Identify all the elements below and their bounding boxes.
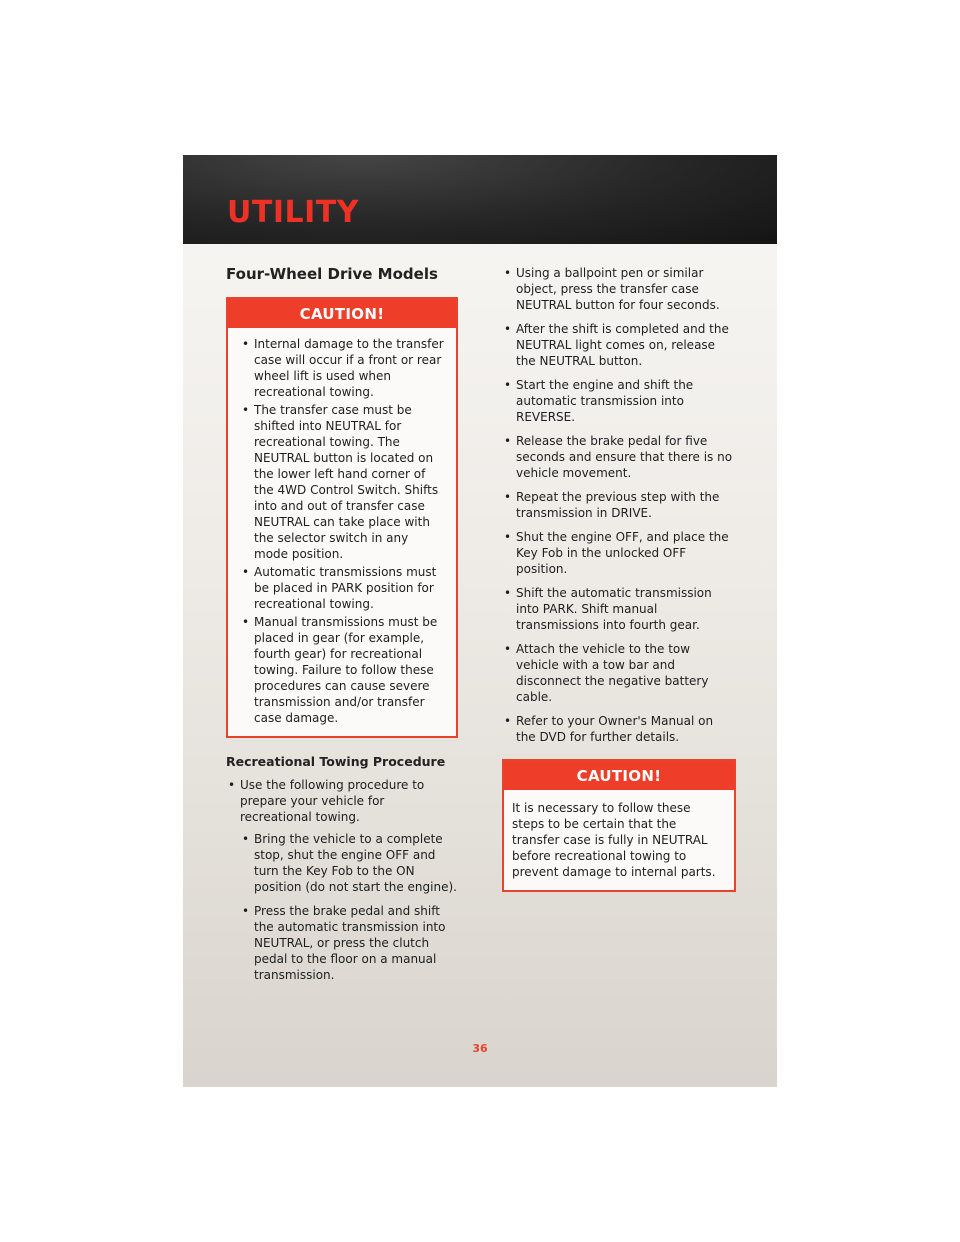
procedure-step: • Release the brake pedal for five seconds and ensure that there is no vehicle movement. <box>502 433 736 481</box>
section-heading: Four-Wheel Drive Models <box>226 265 438 283</box>
procedure-step: • Press the brake pedal and shift the automatic transmission into NEUTRAL, or press the clutch pedal to the floor on a manual transmission. <box>240 903 458 983</box>
caution-item: • Manual transmissions must be placed in gear (for example, fourth gear) for recreational towing. Failure to follow these procedures can cause severe transmission and/or transfer case damage. <box>240 614 446 726</box>
right-column <box>502 265 736 908</box>
section-title: UTILITY <box>227 195 359 230</box>
caution-body <box>504 790 734 890</box>
caution-item: • Automatic transmissions must be placed in PARK position for recreational towing. <box>240 564 446 612</box>
procedure-step: • Shut the engine OFF, and place the Key Fob in the unlocked OFF position. <box>502 529 736 577</box>
manual-page <box>183 155 777 1087</box>
caution-title: CAUTION! <box>504 761 734 790</box>
caution-box-right <box>502 759 736 892</box>
procedure-intro: Use the following procedure to prepare your vehicle for recreational towing. <box>240 778 425 824</box>
procedure-list <box>226 777 458 983</box>
left-column <box>226 265 458 991</box>
procedure-step: • Bring the vehicle to a complete stop, shut the engine OFF and turn the Key Fob to the ON position (do not start the engine). <box>240 831 458 895</box>
procedure-intro-item <box>226 777 458 983</box>
section-header <box>183 155 777 244</box>
procedure-heading: Recreational Towing Procedure <box>226 754 446 769</box>
caution-text: It is necessary to follow these steps to be certain that the transfer case is fully in NEUTRAL before recreational towing to prevent damage to internal parts. <box>512 801 716 879</box>
procedure-step: • Attach the vehicle to the tow vehicle with a tow bar and disconnect the negative battery cable. <box>502 641 736 705</box>
procedure-step: • Using a ballpoint pen or similar object, press the transfer case NEUTRAL button for four seconds. <box>502 265 736 313</box>
procedure-step: • Refer to your Owner's Manual on the DVD for further details. <box>502 713 736 745</box>
caution-title: CAUTION! <box>228 299 456 328</box>
procedure-step: • Start the engine and shift the automatic transmission into REVERSE. <box>502 377 736 425</box>
caution-body <box>228 328 456 736</box>
caution-item: • The transfer case must be shifted into NEUTRAL for recreational towing. The NEUTRAL button is located on the lower left hand corner of the 4WD Control Switch. Shifts into and out of transfer case NEUTRAL can take place with the selector switch in any mode position. <box>240 402 446 562</box>
procedure-step: • Repeat the previous step with the transmission in DRIVE. <box>502 489 736 521</box>
page-number: 36 <box>472 1042 488 1055</box>
procedure-step: • After the shift is completed and the NEUTRAL light comes on, release the NEUTRAL button. <box>502 321 736 369</box>
procedure-steps <box>240 831 458 983</box>
procedure-step: • Shift the automatic transmission into PARK. Shift manual transmissions into fourth gear. <box>502 585 736 633</box>
caution-box-left <box>226 297 458 738</box>
caution-item: • Internal damage to the transfer case will occur if a front or rear wheel lift is used when recreational towing. <box>240 336 446 400</box>
caution-list <box>240 336 446 726</box>
procedure-steps-continued <box>502 265 736 745</box>
